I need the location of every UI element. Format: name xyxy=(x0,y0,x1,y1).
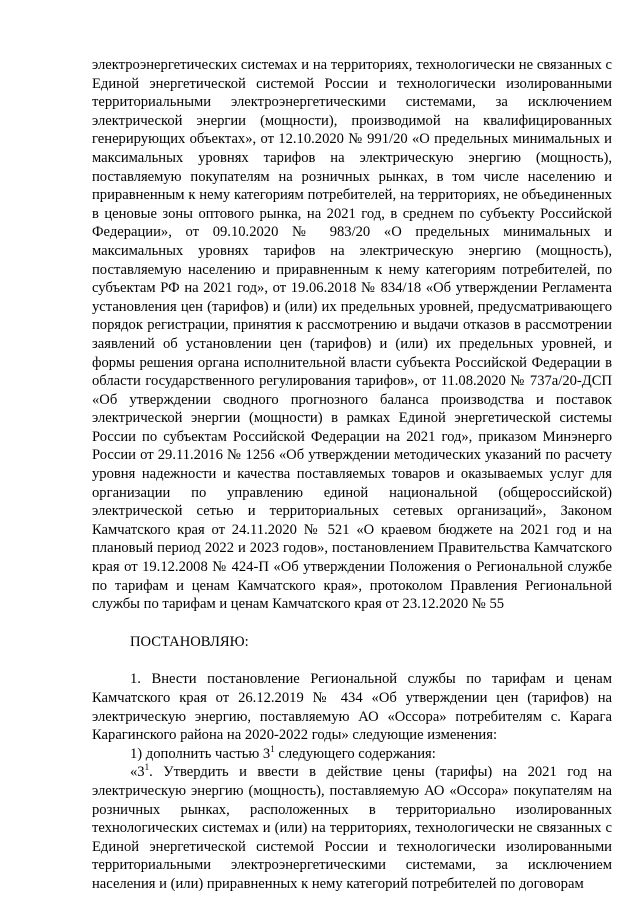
sub-item-prefix: 1) дополнить частью 3 xyxy=(130,745,271,762)
quoted-part-3-1 xyxy=(92,763,612,893)
quote-text: . Утвердить и ввести в действие цены (тарифы) на 2021 год на электрическую энергию (мощность), поставляемую АО «Оссора» покупателям на розничных рынках, расположенных в территориально изолированных технологических системах и (или) на территориях, технологически не связанных с Единой энергетической системой России и технологически изолированными территориальными электроэнергетическими системами, за исключением населения и (или) приравненных к нему категорий потребителей по договорам xyxy=(92,764,612,892)
sub-item-1 xyxy=(92,745,612,764)
quote-superscript: 1 xyxy=(144,762,150,773)
sub-item-superscript: 1 xyxy=(270,743,275,754)
document-page xyxy=(92,56,612,894)
sub-item-suffix: следующего содержания: xyxy=(274,745,436,762)
resolution-heading: ПОСТАНОВЛЯЮ: xyxy=(130,633,249,650)
list-item-1: 1. Внести постановление Региональной службы по тарифам и ценам Камчатского края от 26.12.2019 № 434 «Об утверждении цен (тарифов) на электрическую энергию, поставляемую АО «Оссора» потребителям с. Карага Карагинского района на 2020-2022 годы» следующие изменения: xyxy=(92,671,612,744)
quote-prefix: «3 xyxy=(130,764,145,781)
body-paragraph: электроэнергетических системах и на территориях, технологически не связанных с Единой энергетической системой России и технологически изолированными территориальными электроэнергетическими системами, за исключением электрической энергии (мощности), производимой на квалифицированных генерирующих объектах», от 12.10.2020 № 991/20 «О предельных минимальных и максимальных уровнях тарифов на электрическую энергию (мощность), поставляемую покупателям на розничных рынках, в том числе населению и приравненным к нему категориям потребителей, на территориях, не объединенных в ценовые зоны оптового рынка, на 2021 год, в среднем по субъекту Российской Федерации», от 09.10.2020 № 983/20 «О предельных минимальных и максимальных уровнях тарифов на электрическую энергию (мощность), поставляемую населению и приравненным к нему категориям потребителей, по субъектам РФ на 2021 год», от 19.06.2018 № 834/18 «Об утверждении Регламента установления цен (тарифов) и (или) их предельных уровней, предусматривающего порядок регистрации, принятия к рассмотрению и выдачи отказов в рассмотрении заявлений об установлении цен (тарифов) и (или) их предельных уровней, и формы решения органа исполнительной власти субъекта Российской Федерации в области государственного регулирования тарифов», от 11.08.2020 № 737а/20-ДСП «Об утверждении сводного прогнозного баланса производства и поставок электрической энергии (мощности) в рамках Единой энергетической системы России по субъектам Российской Федерации на 2021 год», приказом Минэнерго России от 29.11.2016 № 1256 «Об утверждении методических указаний по расчету уровня надежности и качества поставляемых товаров и оказываемых услуг для организации по управлению единой национальной (общероссийской) электрической сетью и территориальных сетевых организаций», Законом Камчатского края от 24.11.2020 № 521 «О краевом бюджете на 2021 год и на плановый период 2022 и 2023 годов», постановлением Правительства Камчатского края от 19.12.2008 № 424-П «Об утверждении Положения о Региональной службе по тарифам и ценам Камчатского края», протоколом Правления Региональной службы по тарифам и ценам Камчатского края от 23.12.2020 № 55 xyxy=(92,57,612,613)
